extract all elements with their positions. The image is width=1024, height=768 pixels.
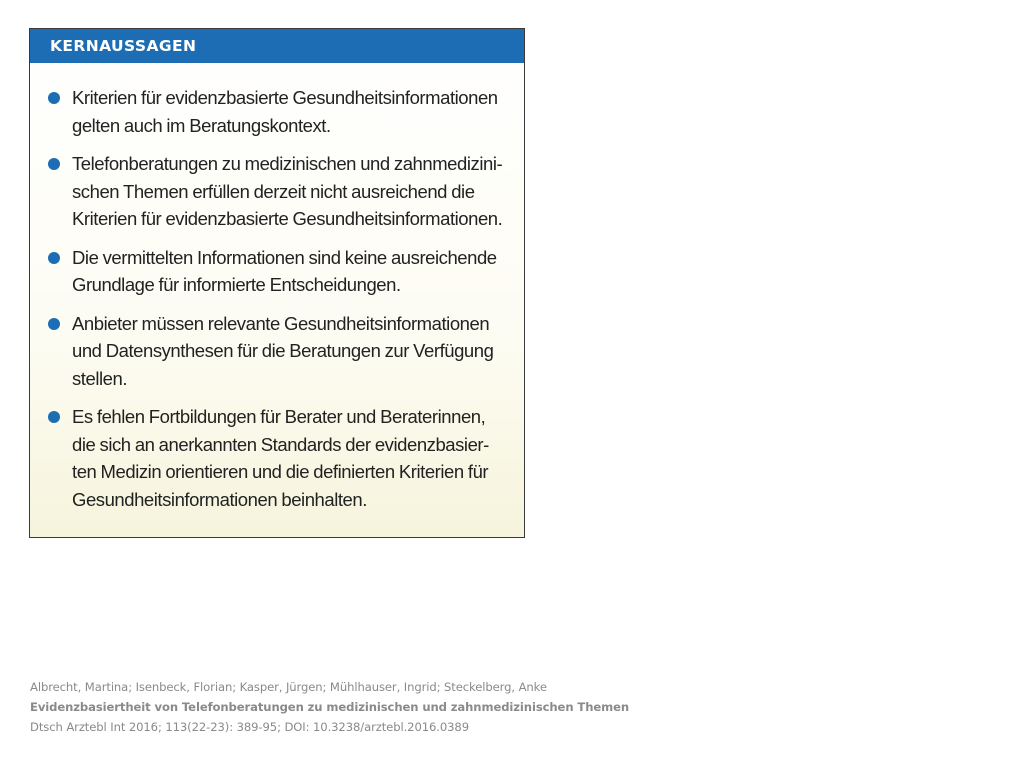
bullet-dot-icon: [48, 252, 60, 264]
citation: [30, 677, 629, 737]
key-messages-list: [30, 84, 524, 524]
list-item: [30, 150, 524, 233]
list-item: [30, 244, 524, 299]
bullet-line: stellen.: [72, 367, 128, 389]
list-item: [30, 310, 524, 393]
bullet-line: schen Themen erfüllen derzeit nicht ausreichend die: [72, 180, 475, 202]
bullet-line: die sich an anerkannten Standards der evidenzbasier-: [72, 433, 489, 455]
key-messages-box: [29, 28, 525, 538]
bullet-line: und Datensynthesen für die Beratungen zur Verfügung: [72, 340, 494, 361]
bullet-line: Telefonberatungen zu medizinischen und zahnmedizini-: [72, 153, 503, 174]
bullet-line: ten Medizin orientieren und die definierten Kriterien für: [72, 461, 489, 482]
citation-title: Evidenzbasiertheit von Telefonberatungen zu medizinischen und zahnmedizinischen Themen: [30, 700, 630, 714]
bullet-line: Kriterien für evidenzbasierte Gesundheitsinformationen.: [72, 208, 503, 229]
bullet-dot-icon: [48, 411, 60, 423]
citation-reference: Dtsch Arztebl Int 2016; 113(22-23): 389-95; DOI: 10.3238/arztebl.2016.0389: [30, 720, 469, 734]
citation-authors: Albrecht, Martina; Isenbeck, Florian; Kasper, Jürgen; Mühlhauser, Ingrid; Steckelberg, Anke: [30, 680, 547, 694]
bullet-line: gelten auch im Beratungskontext.: [72, 114, 331, 136]
bullet-line: Kriterien für evidenzbasierte Gesundheitsinformationen: [72, 87, 498, 108]
bullet-line: Es fehlen Fortbildungen für Berater und Beraterinnen,: [72, 406, 486, 427]
bullet-line: Die vermittelten Informationen sind keine ausreichende: [72, 246, 497, 268]
list-item: [30, 84, 524, 139]
bullet-dot-icon: [48, 158, 60, 170]
bullet-dot-icon: [48, 318, 60, 330]
bullet-line: Grundlage für informierte Entscheidungen.: [72, 274, 401, 295]
box-header: KERNAUSSAGEN: [30, 29, 524, 63]
bullet-line: Gesundheitsinformationen beinhalten.: [72, 488, 367, 510]
bullet-dot-icon: [48, 92, 60, 104]
list-item: [30, 403, 524, 513]
bullet-line: Anbieter müssen relevante Gesundheitsinformationen: [72, 312, 490, 334]
